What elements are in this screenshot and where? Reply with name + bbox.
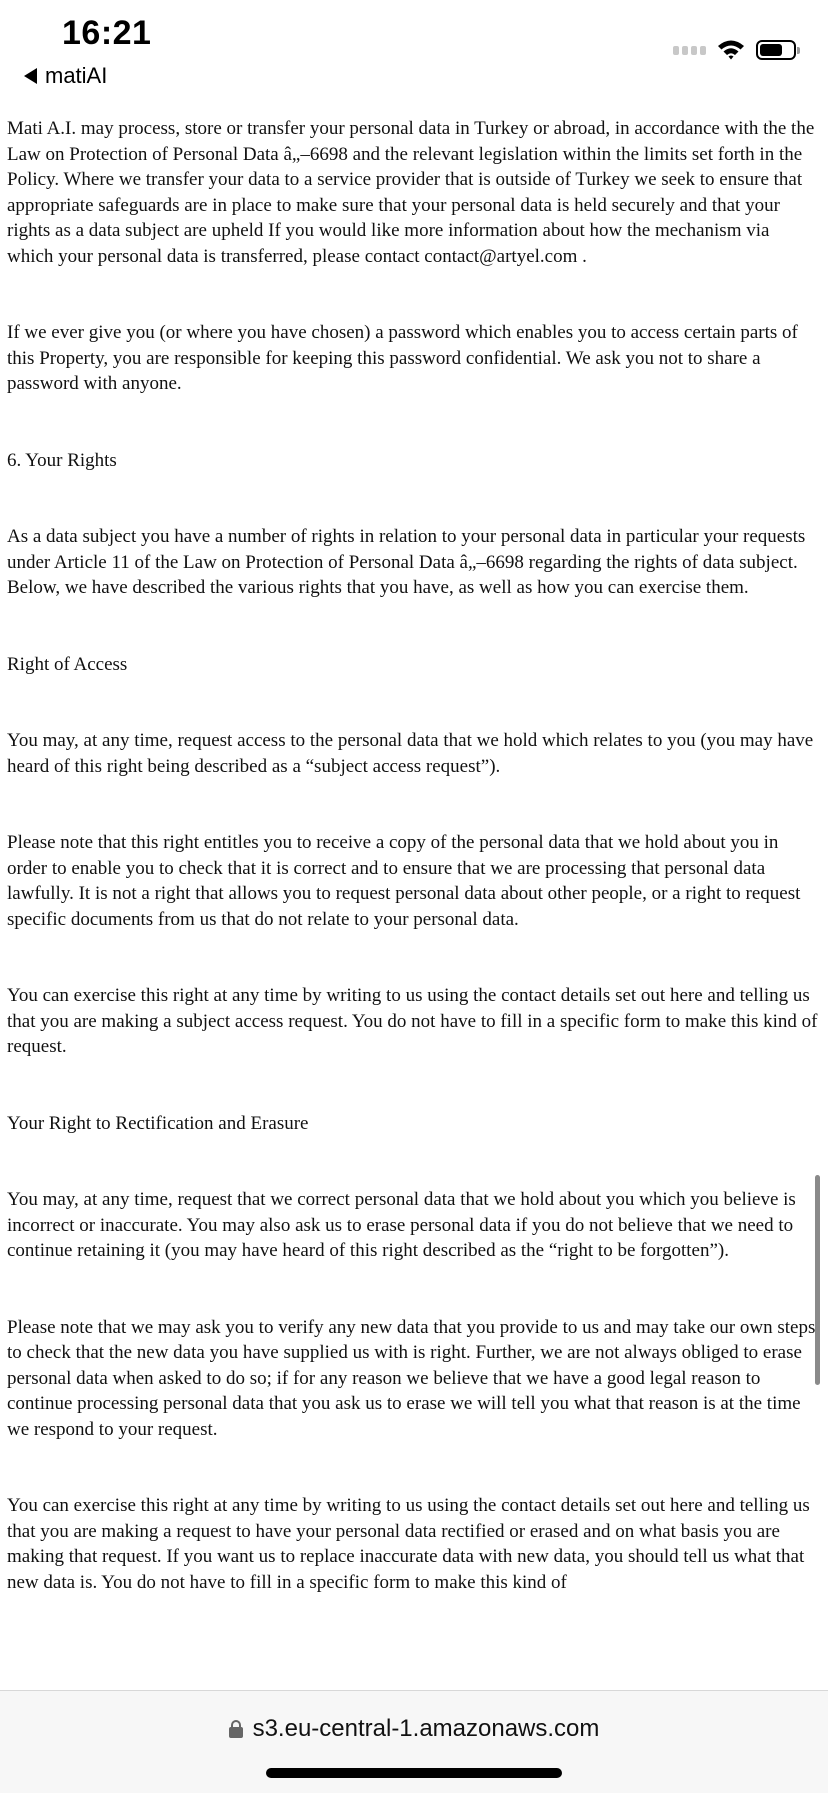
paragraph-rectification-request: You may, at any time, request that we correct personal data that we hold about you which you believe is incorrect or inaccurate. You may also ask us to erase personal data if you do not believe that we need to continue retaining it (you may have heard of this right described as the “right to be forgotten”). bbox=[7, 1189, 796, 1261]
policy-content bbox=[7, 116, 819, 1595]
scrollbar[interactable] bbox=[815, 1175, 820, 1385]
paragraph-password: If we ever give you (or where you have chosen) a password which enables you to access certain parts of this Property, you are responsible for keeping this password confidential. We ask you not to share a password with anyone. bbox=[7, 322, 798, 394]
lock-icon bbox=[229, 1720, 243, 1738]
paragraph-rights-intro: As a data subject you have a number of rights in relation to your personal data in particular your requests under Article 11 of the Law on Protection of Personal Data â„–6698 regarding the rights of data subject. Below, we have described the various rights that you have, as well as how you can exercise them. bbox=[7, 526, 806, 598]
back-app-label: matiAI bbox=[45, 63, 108, 88]
heading-right-of-access: Right of Access bbox=[7, 653, 128, 675]
paragraph-data-transfer: Mati A.I. may process, store or transfer your personal data in Turkey or abroad, in accordance with the the Law on Protection of Personal Data â„–6698 and the relevant legislation within the limits set forth in the Policy. Where we transfer your data to a service provider that is outside of Turkey we seek to ensure that appropriate safeguards are in place to make sure that your personal data is held securely and that your rights as a data subject are upheld If you would like more information about how the mechanism via which your personal data is transferred, please contact contact@artyel.com . bbox=[7, 118, 815, 267]
status-bar bbox=[0, 0, 828, 100]
status-indicators bbox=[673, 36, 796, 64]
paragraph-access-note: Please note that this right entitles you to receive a copy of the personal data that we hold about you in order to enable you to check that it is correct and to ensure that we are processing that personal data lawfully. It is not a right that allows you to request personal data about other people, or a right to request specific documents from us that do not relate to your personal data. bbox=[7, 832, 801, 930]
paragraph-rectification-note: Please note that we may ask you to verify any new data that you provide to us and may take our own steps to check that the new data you have supplied us with is right. Further, we are not always obliged to erase personal data when asked to do so; if for any reason we believe that we have a good legal reason to continue processing personal data that you ask us to erase we will tell you what that reason is at the time we respond to your request. bbox=[7, 1316, 816, 1440]
url-text: s3.eu-central-1.amazonaws.com bbox=[252, 1715, 600, 1742]
wifi-icon bbox=[716, 38, 746, 62]
paragraph-access-request: You may, at any time, request access to the personal data that we hold which relates to you (you may have heard of this right being described as a “subject access request”). bbox=[7, 730, 814, 777]
heading-your-rights: 6. Your Rights bbox=[7, 449, 117, 471]
back-to-app-button[interactable] bbox=[24, 62, 107, 90]
cellular-signal-icon bbox=[673, 46, 706, 55]
paragraph-rectification-exercise: You can exercise this right at any time by writing to us using the contact details set out here and telling us that you are making a request to have your personal data rectified or erased and on what basis you are making that request. If you want us to replace inaccurate data with new data, you should tell us what that new data is. You do not have to fill in a specific form to make this kind of bbox=[7, 1495, 810, 1593]
home-indicator[interactable] bbox=[266, 1768, 562, 1778]
status-time: 16:21 bbox=[62, 14, 152, 52]
battery-icon bbox=[756, 40, 796, 60]
heading-rectification-erasure: Your Right to Rectification and Erasure bbox=[7, 1112, 309, 1134]
back-triangle-icon bbox=[24, 68, 37, 84]
url-display[interactable] bbox=[0, 1715, 828, 1743]
paragraph-access-exercise: You can exercise this right at any time by writing to us using the contact details set out here and telling us that you are making a subject access request. You do not have to fill in a specific form to make this kind of request. bbox=[7, 985, 818, 1057]
